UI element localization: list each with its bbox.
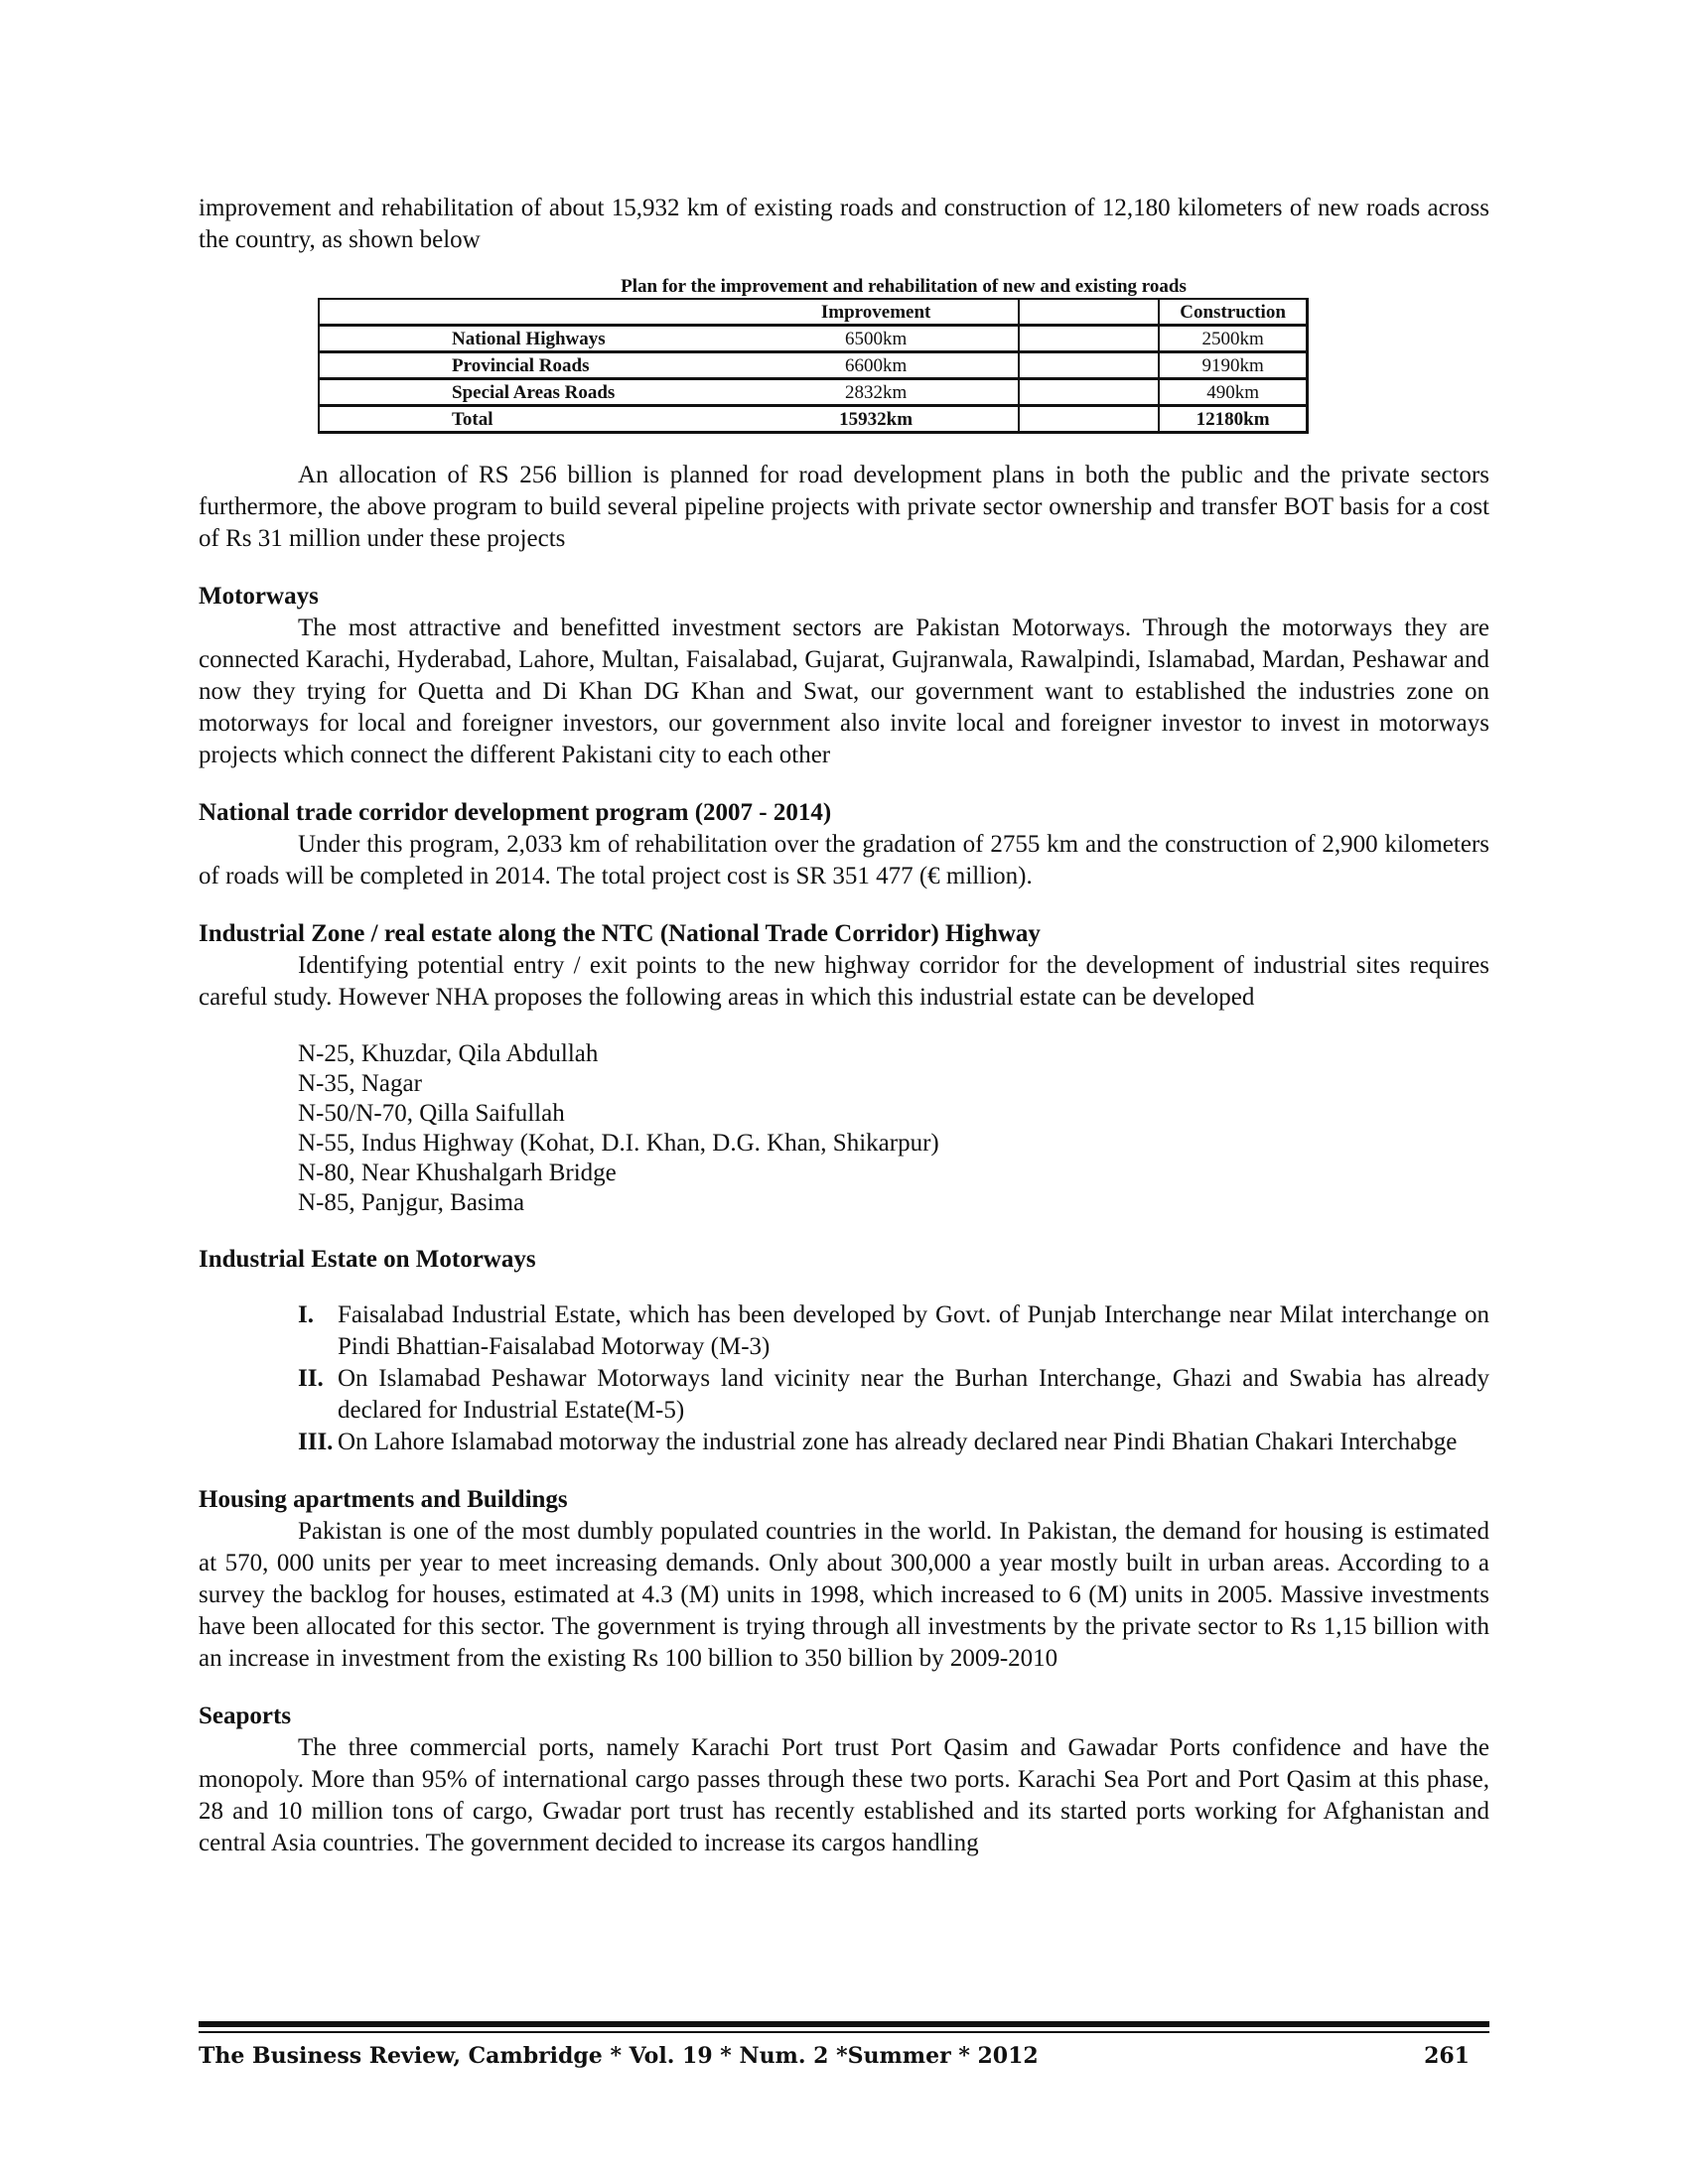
page-number: 261	[1424, 2043, 1470, 2069]
table-row	[319, 352, 1308, 379]
table-header-improvement: Improvement	[734, 299, 1019, 326]
allocation-paragraph: An allocation of RS 256 billion is planned for road development plans in both the public and the private sectors furthermore, the above program to build several pipeline projects with private sector ownership and transfer BOT basis for a cost of Rs 31 million under these projects	[199, 462, 1489, 552]
empty-cell	[1019, 379, 1159, 406]
intro-paragraph: improvement and rehabilitation of about 15,932 km of existing roads and construction of 12,180 kilometers of new roads across the country, as shown below	[199, 195, 1489, 253]
row-label: National Highways	[319, 326, 734, 352]
table-header-cell	[1019, 299, 1159, 326]
row-label: Total	[319, 406, 734, 433]
list-item: N-85, Panjgur, Basima	[298, 1189, 525, 1216]
section-ntc-program	[199, 797, 1489, 892]
section-body: Identifying potential entry / exit points to the new highway corridor for the development of industrial sites requires careful study. However NHA proposes the following areas in which this industrial estate can be developed	[199, 952, 1489, 1011]
section-heading: Seaports	[199, 1703, 292, 1729]
table-header-cell	[319, 299, 734, 326]
section-body: Pakistan is one of the most dumbly populated countries in the world. In Pakistan, the demand for housing is estimated at 570, 000 units per year to meet increasing demands. Only about 300,000 a year mostly built in urban areas. According to a survey the backlog for houses, estimated at 4.3 (M) units in 1998, which increased to 6 (M) units in 2005. Massive investments have been allocated for this sector. The government is trying through all investments by the private sector to Rs 1,15 billion with an increase in investment from the existing Rs 100 billion to 350 billion by 2009-2010	[199, 1518, 1489, 1672]
construction-value: 9190km	[1159, 352, 1307, 379]
table-header-row	[319, 299, 1308, 326]
row-label: Provincial Roads	[319, 352, 734, 379]
industrial-estate-list	[298, 1299, 1489, 1458]
list-number: II.	[298, 1365, 324, 1392]
section-body: The most attractive and benefitted investment sectors are Pakistan Motorways. Through the motorways they are connected Karachi, Hyderabad, Lahore, Multan, Faisalabad, Gujarat, Gujranwala, Rawalpindi, Islamabad, Mardan, Peshawar and now they trying for Quetta and Di Khan DG Khan and Swat, our government want to established the industries zone on motorways for local and foreigner investors, our government also invite local and foreigner investor to invest in motorways projects which connect the different Pakistani city to each other	[199, 614, 1489, 768]
list-item	[298, 1363, 1489, 1427]
table-total-row	[319, 406, 1308, 433]
list-item: N-80, Near Khushalgarh Bridge	[298, 1160, 617, 1186]
list-text: Faisalabad Industrial Estate, which has been developed by Govt. of Punjab Interchange near Milat interchange on Pindi Bhattian-Faisalabad Motorway (M-3)	[338, 1301, 1489, 1360]
section-motorways	[199, 581, 1489, 771]
list-item: N-35, Nagar	[298, 1070, 422, 1097]
table-row	[319, 326, 1308, 352]
list-item: N-55, Indus Highway (Kohat, D.I. Khan, D.G. Khan, Shikarpur)	[298, 1130, 939, 1157]
section-industrial-estate	[199, 1244, 1489, 1458]
list-item	[298, 1427, 1489, 1458]
empty-cell	[1019, 326, 1159, 352]
improvement-value: 6600km	[734, 352, 1019, 379]
construction-total: 12180km	[1159, 406, 1307, 433]
list-number: III.	[298, 1429, 334, 1455]
empty-cell	[1019, 352, 1159, 379]
list-number: I.	[298, 1301, 314, 1328]
table-caption: Plan for the improvement and rehabilitation of new and existing roads	[621, 276, 1187, 297]
table-row	[319, 379, 1308, 406]
list-item: N-50/N-70, Qilla Saifullah	[298, 1100, 565, 1127]
section-heading: Motorways	[199, 583, 319, 610]
journal-citation: The Business Review, Cambridge * Vol. 19 * Num. 2 *Summer * 2012	[199, 2043, 1039, 2069]
industrial-areas-list	[298, 1039, 1489, 1218]
empty-cell	[1019, 406, 1159, 433]
improvement-value: 6500km	[734, 326, 1019, 352]
page-body	[199, 193, 1489, 1859]
list-text: On Islamabad Peshawar Motorways land vicinity near the Burhan Interchange, Ghazi and Swabia has already declared for Industrial Estate(M-5)	[338, 1365, 1489, 1424]
construction-value: 490km	[1159, 379, 1307, 406]
section-heading: Industrial Zone / real estate along the NTC (National Trade Corridor) Highway	[199, 920, 1041, 947]
roads-plan-table	[318, 298, 1309, 434]
footer-rule-thin	[199, 2031, 1489, 2033]
section-body: The three commercial ports, namely Karachi Port trust Port Qasim and Gawadar Ports confidence and have the monopoly. More than 95% of international cargo passes through these two ports. Karachi Sea Port and Port Qasim at this phase, 28 and 10 million tons of cargo, Gwadar port trust has recently established and its started ports working for Afghanistan and central Asia countries. The government decided to increase its cargos handling	[199, 1734, 1489, 1856]
list-item: N-25, Khuzdar, Qila Abdullah	[298, 1040, 599, 1067]
section-heading: Housing apartments and Buildings	[199, 1486, 568, 1513]
table-header-construction: Construction	[1159, 299, 1307, 326]
construction-value: 2500km	[1159, 326, 1307, 352]
list-item	[298, 1299, 1489, 1363]
section-housing	[199, 1484, 1489, 1675]
section-body: Under this program, 2,033 km of rehabilitation over the gradation of 2755 km and the construction of 2,900 kilometers of roads will be completed in 2014. The total project cost is SR 351 477 (€ million).	[199, 831, 1489, 889]
section-heading: National trade corridor development program (2007 - 2014)	[199, 799, 832, 826]
row-label: Special Areas Roads	[319, 379, 734, 406]
footer-rule-thick	[199, 2021, 1489, 2027]
improvement-total: 15932km	[734, 406, 1019, 433]
section-industrial-zone	[199, 918, 1489, 1218]
list-text: On Lahore Islamabad motorway the industrial zone has already declared near Pindi Bhatian Chakari Interchabge	[338, 1429, 1458, 1455]
section-seaports	[199, 1701, 1489, 1859]
improvement-value: 2832km	[734, 379, 1019, 406]
section-heading: Industrial Estate on Motorways	[199, 1246, 536, 1273]
